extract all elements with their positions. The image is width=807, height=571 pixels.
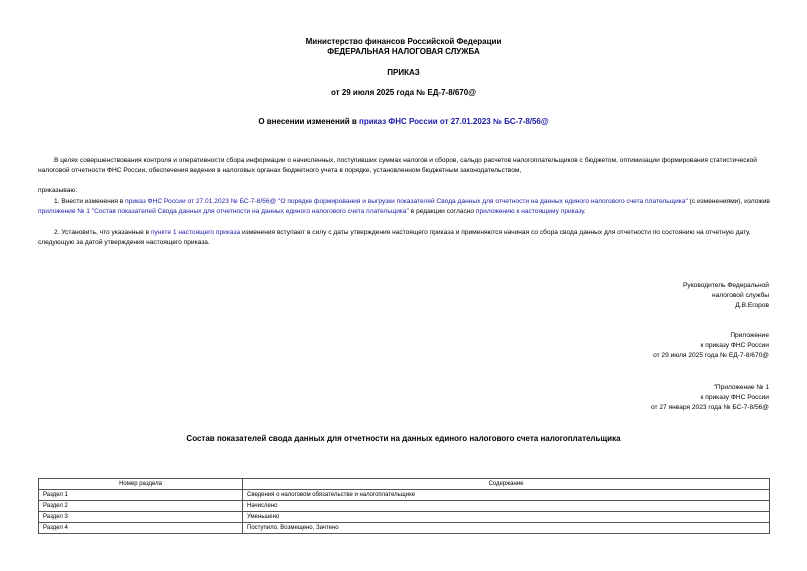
signature-line-1: Руководитель Федеральной [683, 282, 769, 289]
service-title: ФЕДЕРАЛЬНАЯ НАЛОГОВАЯ СЛУЖБА [327, 47, 480, 56]
cell-section: Раздел 3 [39, 512, 243, 523]
item-1-link-attachment[interactable]: приложению к настоящему приказу [475, 208, 584, 215]
appendix-1-line-1: "Приложение № 1 [713, 384, 769, 391]
doc-type: ПРИКАЗ [387, 68, 420, 77]
table-title: Состав показателей свода данных для отчетности на данных единого налогового счета налогоплательщика [186, 434, 621, 443]
col-header-content: Содержание [243, 479, 770, 490]
appendix-1-block [651, 383, 769, 413]
item-1-text-3: в редакции согласно [408, 208, 476, 215]
appendix-1-line-3: от 27 января 2023 года № БС-7-8/56@ [651, 404, 769, 411]
item-2 [38, 228, 770, 248]
appendix-line-1: Приложение [730, 332, 769, 339]
cell-content: Поступило, Возмещено, Зачтено [243, 523, 770, 534]
item-1-link-appendix[interactable]: приложение № 1 "Состав показателей Свода данных для отчетности на данных единого налогового счета плательщика" [38, 208, 409, 215]
item-1-text-4: . [583, 208, 586, 215]
signature-block [683, 281, 769, 311]
signature-line-3: Д.В.Егоров [735, 302, 769, 309]
signature-line-2: налоговой службы [712, 292, 769, 299]
item-1 [38, 197, 770, 217]
appendix-1-line-2: к приказу ФНС России [700, 394, 769, 401]
subject-link[interactable]: приказ ФНС России от 27.01.2023 № БС-7-8/56@ [359, 117, 549, 126]
table-row [39, 512, 770, 523]
item-1-link-order-title[interactable]: "О порядке формирования и выгрузки показателей Свода данных для отчетности на данных единого налогового счета плательщика" [276, 198, 688, 205]
cell-section: Раздел 1 [39, 490, 243, 501]
item-2-link-point[interactable]: пункте 1 настоящего приказа [150, 229, 241, 236]
cell-content: Уменьшено [243, 512, 770, 523]
col-header-section: Номер раздела [39, 479, 243, 490]
item-1-text-2: (с изменениями), изложив [687, 198, 770, 205]
ministry-title: Министерство финансов Российской Федерации [305, 37, 502, 46]
table-header-row [39, 479, 770, 490]
prikazyvayu: приказываю: [38, 187, 78, 194]
subject-prefix: О внесении изменений в [258, 117, 360, 126]
item-2-text: 2. Установить, что указанные в [54, 229, 151, 236]
item-1-text: 1. Внести изменения в [54, 198, 126, 205]
item-1-link-order[interactable]: приказ ФНС России от 27.01.2023 № БС-7-8/56@ [125, 198, 277, 205]
appendix-line-2: к приказу ФНС России [700, 342, 769, 349]
doc-subject [0, 117, 807, 127]
doc-date-number: от 29 июля 2025 года № ЕД-7-8/670@ [330, 88, 477, 97]
cell-section: Раздел 4 [39, 523, 243, 534]
cell-content: Сведения о налоговом обязательстве и налогоплательщике [243, 490, 770, 501]
cell-content: Начислено [243, 501, 770, 512]
table-row [39, 523, 770, 534]
table-row [39, 490, 770, 501]
item-2-text-2: изменения вступают в силу с даты утверждения настоящего приказа и применяются начиная со сбора свода данных для отчетности по состоянию на отчетную дату, следующую за датой утверждения настоящего приказа. [38, 229, 751, 246]
table-row [39, 501, 770, 512]
appendix-block [653, 331, 769, 361]
appendix-line-3: от 29 июля 2025 года № ЕД-7-8/670@ [653, 352, 769, 359]
preamble: В целях совершенствования контроля и оперативности сбора информации о начисленных, поступивших суммах налогов и сборов, сальдо расчетов налогоплательщиков с бюджетом, оптимизации формирования статистической налоговой отчетности ФНС России, обеспечения ведения в налоговых органах бюджетного учета в порядке, установленном бюджетным законодательством, [38, 157, 757, 174]
cell-section: Раздел 2 [39, 501, 243, 512]
sections-table [38, 478, 770, 534]
